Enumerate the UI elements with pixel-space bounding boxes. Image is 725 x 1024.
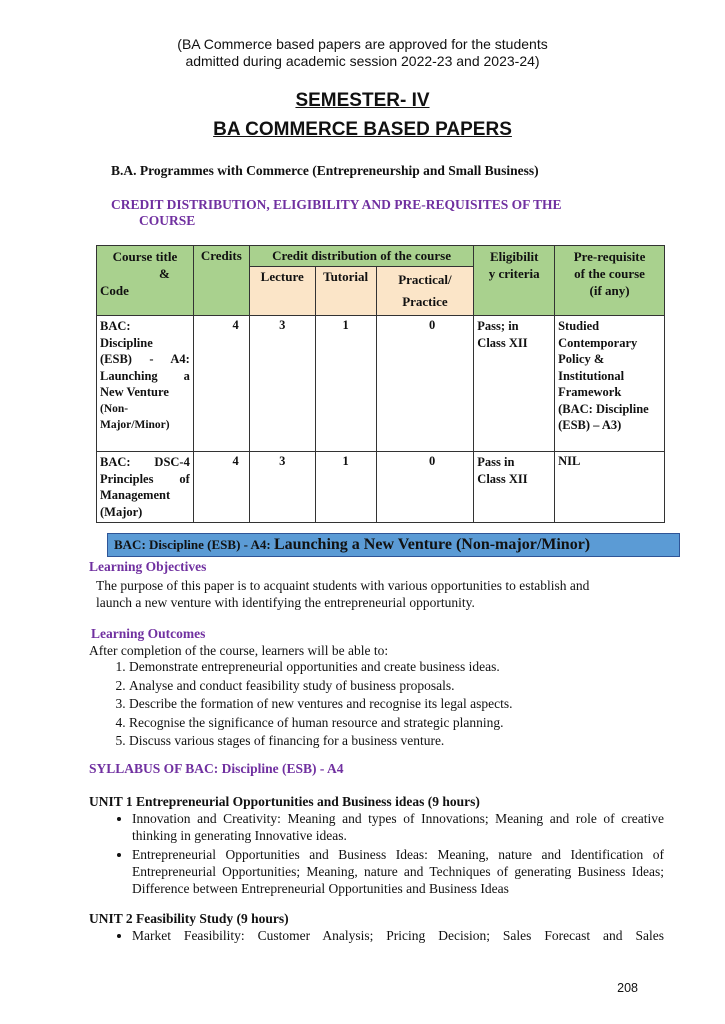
papers-title: BA COMMERCE BASED PAPERS	[213, 119, 512, 140]
list-item: 5. Discuss various stages of financing for a business venture.	[129, 732, 513, 751]
cell-eligibility-line: Class XII	[477, 335, 528, 350]
cell-title-line: Launching a	[100, 368, 190, 383]
list-item: 3. Describe the formation of new ventures and recognise its legal aspects.	[129, 695, 513, 714]
header-course-title-line-2: &	[159, 266, 170, 281]
cell-prerequisite-line: Institutional	[558, 368, 625, 383]
header-practical	[376, 267, 474, 316]
header-lecture: Lecture	[249, 267, 315, 316]
objectives-line-1: The purpose of this paper is to acquaint students with various opportunities to establish and	[96, 578, 590, 593]
cell-prerequisite-line: Framework	[558, 385, 622, 399]
cell-course-title	[97, 452, 194, 523]
cell-prerequisite	[555, 316, 665, 452]
cell-title-line: Management	[100, 488, 171, 502]
list-item: • Entrepreneurial Opportunities and Business Ideas: Meaning, nature and Identification of Entrepreneurial Opportunities; Meaning, nature and Techniques of generating Business Ideas; Difference between Entrepreneurial Opportunities and Business Ideas	[132, 846, 664, 897]
page-number: 208	[617, 981, 638, 995]
unit-1-topics	[105, 810, 664, 899]
cell-eligibility-line: Class XII	[477, 471, 528, 486]
header-course-title	[97, 246, 194, 316]
header-note-line-2: admitted during academic session 2022-23 and 2023-24)	[185, 53, 540, 69]
cell-title-line: (Major)	[100, 504, 143, 519]
header-note-line-1: (BA Commerce based papers are approved for the students	[177, 36, 548, 52]
semester-title: SEMESTER- IV	[295, 90, 430, 111]
header-prerequisite-line-3: (if any)	[589, 283, 630, 298]
cell-course-title	[97, 316, 194, 452]
cell-eligibility-line: Pass in	[477, 455, 515, 469]
cell-practical: 0	[376, 316, 474, 452]
cell-prerequisite-line: Policy &	[558, 352, 605, 366]
header-eligibility-line-2: y criteria	[488, 266, 540, 281]
banner-title: Launching a New Venture (Non-major/Minor)	[273, 536, 591, 553]
learning-objectives-heading: Learning Objectives	[89, 559, 207, 574]
header-prerequisite	[555, 246, 665, 316]
header-eligibility-line-1: Eligibilit	[490, 249, 539, 264]
objectives-line-2: launch a new venture with identifying the entrepreneurial opportunity.	[96, 595, 475, 610]
course-banner	[107, 533, 680, 557]
learning-outcomes-heading: Learning Outcomes	[91, 626, 206, 641]
credit-heading-line-1: CREDIT DISTRIBUTION, ELIGIBILITY AND PRE-REQUISITES OF THE	[111, 197, 562, 212]
header-tutorial: Tutorial	[315, 267, 376, 316]
cell-title-line: Major/Minor)	[100, 419, 170, 431]
header-course-title-line-3: Code	[100, 283, 129, 298]
cell-prerequisite-line: Contemporary	[558, 335, 638, 350]
list-item: 1. Demonstrate entrepreneurial opportunities and create business ideas.	[129, 658, 513, 677]
cell-prerequisite-line: Studied	[558, 319, 600, 333]
table-header-row	[97, 246, 665, 267]
unit-1-title: UNIT 1 Entrepreneurial Opportunities and Business ideas (9 hours)	[89, 794, 480, 809]
cell-title-line: (Non-	[100, 402, 129, 415]
cell-title-line: BAC: DSC-4	[100, 455, 190, 469]
cell-prerequisite-line: (BAC: Discipline	[558, 401, 649, 416]
list-item: 4. Recognise the significance of human resource and strategic planning.	[129, 714, 513, 733]
credit-distribution-table	[96, 245, 665, 523]
cell-lecture: 3	[249, 316, 315, 452]
cell-eligibility	[474, 452, 555, 523]
cell-eligibility	[474, 316, 555, 452]
cell-tutorial: 1	[315, 316, 376, 452]
unit-2-title: UNIT 2 Feasibility Study (9 hours)	[89, 911, 289, 926]
table-row	[97, 316, 665, 452]
header-practical-line-1: Practical/	[398, 272, 452, 287]
cell-practical: 0	[376, 452, 474, 523]
cell-title-line: New Venture	[100, 385, 169, 399]
credit-heading	[111, 197, 621, 229]
cell-tutorial: 1	[315, 452, 376, 523]
programme-title: B.A. Programmes with Commerce (Entrepreneurship and Small Business)	[111, 163, 539, 178]
list-item: • Innovation and Creativity: Meaning and types of Innovations; Meaning and role of creative thinking in generating Innovative ideas.	[132, 810, 664, 844]
header-prerequisite-line-2: of the course	[574, 266, 645, 281]
learning-objectives-text	[96, 577, 636, 611]
credit-heading-line-2: COURSE	[139, 213, 196, 228]
header-eligibility	[474, 246, 555, 316]
cell-prerequisite-line: (ESB) – A3)	[558, 418, 622, 432]
header-credits: Credits	[193, 246, 249, 316]
cell-title-line: BAC:	[100, 319, 131, 333]
syllabus-heading: SYLLABUS OF BAC: Discipline (ESB) - A4	[89, 761, 344, 776]
cell-title-line: Principles of	[100, 471, 190, 486]
list-item: 2. Analyse and conduct feasibility study of business proposals.	[129, 677, 513, 696]
cell-title-line: (ESB) - A4:	[100, 352, 190, 366]
unit-2-topics	[105, 927, 664, 946]
cell-prerequisite	[555, 452, 665, 523]
cell-prerequisite-line: NIL	[558, 454, 581, 468]
header-prerequisite-line-1: Pre-requisite	[573, 249, 646, 264]
table-row	[97, 452, 665, 523]
cell-title-line: Discipline	[100, 335, 153, 350]
banner-prefix: BAC: Discipline (ESB) - A4:	[114, 537, 274, 552]
cell-lecture: 3	[249, 452, 315, 523]
cell-credits: 4	[193, 452, 249, 523]
cell-eligibility-line: Pass; in	[477, 319, 519, 333]
header-course-title-line-1: Course title	[112, 249, 178, 264]
learning-outcomes-intro: After completion of the course, learners will be able to:	[89, 643, 389, 658]
header-note	[0, 36, 725, 70]
learning-outcomes-list	[89, 658, 513, 751]
cell-credits: 4	[193, 316, 249, 452]
header-practical-line-2: Practice	[402, 294, 448, 309]
header-distribution: Credit distribution of the course	[249, 246, 474, 267]
list-item: • Market Feasibility: Customer Analysis; Pricing Decision; Sales Forecast and Sales	[132, 927, 664, 944]
